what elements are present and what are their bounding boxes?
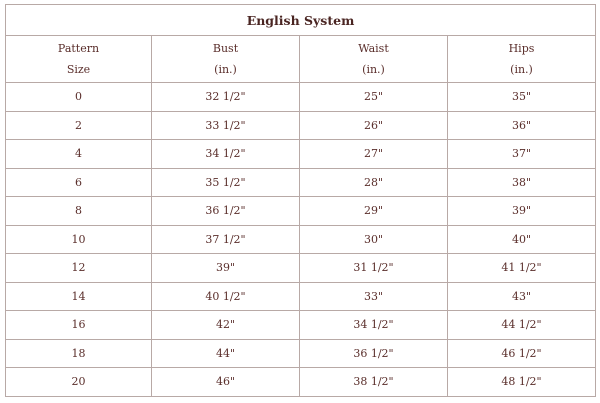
table-title-row <box>6 5 596 36</box>
table-body <box>6 83 596 397</box>
bust-cell: 35 1/2" <box>152 168 300 197</box>
table-row <box>6 140 596 169</box>
waist-cell: 33" <box>300 282 448 311</box>
bust-cell: 37 1/2" <box>152 225 300 254</box>
bust-cell: 42" <box>152 311 300 340</box>
header-line: Hips <box>508 42 535 55</box>
header-line: Waist <box>358 42 389 55</box>
pattern-size-cell: 6 <box>6 168 152 197</box>
table-row <box>6 282 596 311</box>
hips-cell: 41 1/2" <box>448 254 596 283</box>
column-header-bust <box>152 36 300 83</box>
column-header-pattern-size <box>6 36 152 83</box>
table-row <box>6 339 596 368</box>
size-chart-table <box>5 4 596 397</box>
pattern-size-cell: 14 <box>6 282 152 311</box>
hips-cell: 44 1/2" <box>448 311 596 340</box>
table-row <box>6 111 596 140</box>
pattern-size-cell: 8 <box>6 197 152 226</box>
header-line: (in.) <box>362 63 385 76</box>
hips-cell: 39" <box>448 197 596 226</box>
table-row <box>6 311 596 340</box>
waist-cell: 27" <box>300 140 448 169</box>
waist-cell: 29" <box>300 197 448 226</box>
table-row <box>6 197 596 226</box>
table-row <box>6 168 596 197</box>
table-row <box>6 254 596 283</box>
pattern-size-cell: 16 <box>6 311 152 340</box>
table-row <box>6 83 596 112</box>
header-line: Size <box>66 63 91 76</box>
bust-cell: 39" <box>152 254 300 283</box>
pattern-size-cell: 4 <box>6 140 152 169</box>
hips-cell: 48 1/2" <box>448 368 596 397</box>
bust-cell: 34 1/2" <box>152 140 300 169</box>
hips-cell: 36" <box>448 111 596 140</box>
waist-cell: 25" <box>300 83 448 112</box>
pattern-size-cell: 0 <box>6 83 152 112</box>
column-header-waist <box>300 36 448 83</box>
waist-cell: 34 1/2" <box>300 311 448 340</box>
bust-cell: 36 1/2" <box>152 197 300 226</box>
header-line: (in.) <box>510 63 533 76</box>
waist-cell: 28" <box>300 168 448 197</box>
bust-cell: 44" <box>152 339 300 368</box>
header-line: Pattern <box>57 42 100 55</box>
waist-cell: 31 1/2" <box>300 254 448 283</box>
table-row <box>6 368 596 397</box>
table-title: English System <box>6 5 596 36</box>
pattern-size-cell: 20 <box>6 368 152 397</box>
bust-cell: 33 1/2" <box>152 111 300 140</box>
pattern-size-cell: 12 <box>6 254 152 283</box>
pattern-size-cell: 10 <box>6 225 152 254</box>
pattern-size-cell: 18 <box>6 339 152 368</box>
waist-cell: 26" <box>300 111 448 140</box>
waist-cell: 36 1/2" <box>300 339 448 368</box>
bust-cell: 32 1/2" <box>152 83 300 112</box>
bust-cell: 40 1/2" <box>152 282 300 311</box>
header-line: Bust <box>212 42 239 55</box>
column-header-row <box>6 36 596 83</box>
bust-cell: 46" <box>152 368 300 397</box>
hips-cell: 38" <box>448 168 596 197</box>
pattern-size-cell: 2 <box>6 111 152 140</box>
hips-cell: 43" <box>448 282 596 311</box>
waist-cell: 30" <box>300 225 448 254</box>
hips-cell: 46 1/2" <box>448 339 596 368</box>
hips-cell: 37" <box>448 140 596 169</box>
waist-cell: 38 1/2" <box>300 368 448 397</box>
header-line: (in.) <box>214 63 237 76</box>
hips-cell: 40" <box>448 225 596 254</box>
hips-cell: 35" <box>448 83 596 112</box>
table-row <box>6 225 596 254</box>
column-header-hips <box>448 36 596 83</box>
